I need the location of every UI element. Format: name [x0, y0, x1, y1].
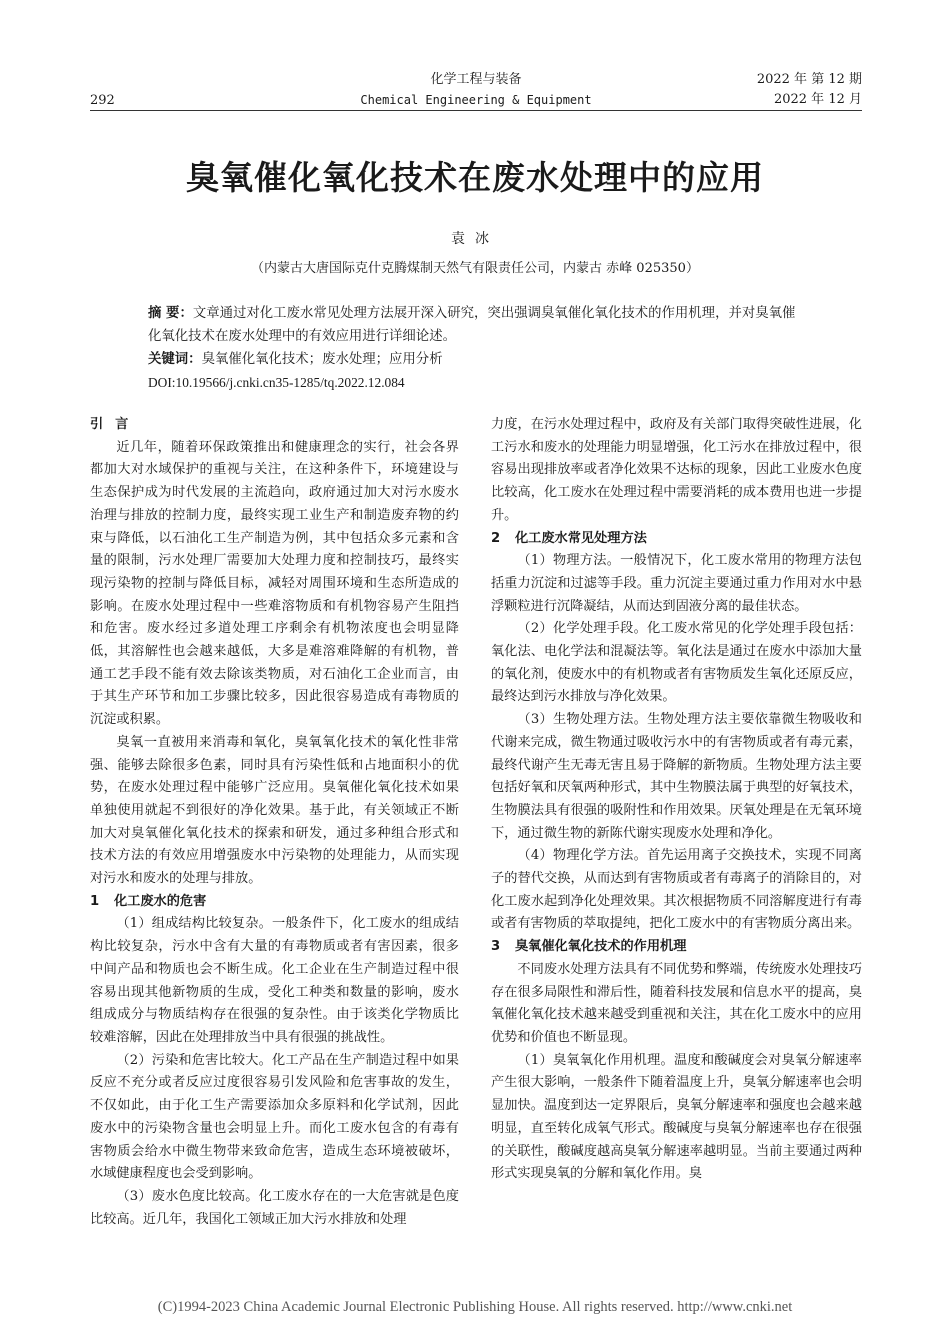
paragraph: 不同废水处理方法具有不同优势和弊端，传统废水处理技巧存在很多局限性和滞后性，随着科技发展和信息水平的提高，臭氧催化氧化技术越来越受到重视和关注，其在化工废水中的应用优势和价值也不断显现。 [491, 961, 862, 1045]
journal-name-en: Chemical Engineering & Equipment [360, 93, 592, 107]
section-number: 2 [491, 530, 501, 546]
right-column [491, 414, 862, 1186]
paper-author: 袁冰 [451, 231, 499, 247]
issue-info [757, 70, 862, 110]
keywords-text: 臭氧催化氧化技术；废水处理；应用分析 [201, 352, 443, 367]
section-number: 3 [491, 939, 501, 955]
paper-title: 臭氧催化氧化技术在废水处理中的应用 [186, 158, 764, 197]
abstract-text: 文章通过对化工废水常见处理方法展开深入研究，突出强调臭氧催化氧化技术的作用机理，并对臭氧催化氧化技术在废水处理中的有效应用进行详细论述。 [148, 306, 796, 344]
issue-number: 2022 年 第 12 期 [756, 72, 862, 87]
doi: DOI:10.19566/j.cnki.cn35-1285/tq.2022.12.084 [148, 375, 405, 390]
keywords [148, 348, 804, 371]
section-title: 化工废水的危害 [114, 893, 207, 909]
paragraph: （2）化学处理手段。化工废水常见的化学处理手段包括：氧化法、电化学法和混凝法等。氧化法是通过在废水中添加大量的氧化剂，使废水中的有机物或者有害物质发生氧化还原反应，最终达到污水排放与净化效果。 [491, 621, 862, 705]
section-heading-2 [491, 528, 862, 551]
left-column [90, 414, 459, 1231]
header-divider [90, 110, 862, 111]
running-header [90, 70, 862, 112]
section-number: 1 [90, 893, 100, 909]
paragraph: （1）组成结构比较复杂。一般条件下，化工废水的组成结构比较复杂，污水中含有大量的有毒物质或者有害因素，很多中间产品和物质也会不断生成。化工企业在生产制造过程中很容易出现其他新物质的生成，受化工种类和数量的影响，废水组成成分与物质结构存在很强的复杂性。由于该类化学物质比较难溶解，因此在处理排放当中具有很强的挑战性。 [90, 916, 459, 1045]
paragraph: （2）污染和危害比较大。化工产品在生产制造过程中如果反应不充分或者反应过度很容易引发风险和危害事故的发生，不仅如此，由于化工生产需要添加众多原料和化学试剂，因此废水中的污染物含量也会明显上升。而化工废水包含的有毒有害物质会给水中微生物带来致命危害，造成生态环境被破坏，水域健康程度也会受到影响。 [90, 1052, 459, 1182]
abstract-label: 摘 要： [148, 306, 193, 321]
page-number: 292 [90, 93, 115, 108]
section-heading-3 [491, 936, 862, 959]
paragraph: （4）物理化学方法。首先运用离子交换技术，实现不同离子的替代交换，从而达到有害物质或者有毒离子的消除目的，对化工废水起到净化处理效果。其次根据物质不同溶解度进行有毒或者有害物质的萃取提纯，把化工废水中的有害物质分离出来。 [491, 848, 862, 932]
section-title: 臭氧催化氧化技术的作用机理 [515, 939, 687, 955]
paragraph: （3）生物处理方法。生物处理方法主要依靠微生物吸收和代谢来完成，微生物通过吸收污水中的有害物质或者有毒元素，最终代谢产生无毒无害且易于降解的新物质。生物处理方法主要包括好氧和厌氧两种形式，其中生物膜法属于典型的好氧技术，生物膜法具有很强的吸附性和作用效果。厌氧处理是在无氧环境下，通过微生物的新陈代谢实现废水处理和净化。 [491, 712, 862, 841]
paragraph: （1）臭氧氧化作用机理。温度和酸碱度会对臭氧分解速率产生很大影响，一般条件下随着温度上升，臭氧分解速率也会明显加快。温度到达一定界限后，臭氧分解速率和强度也会越来越明显，直至转化成氧气形式。酸碱度与臭氧分解速率也存在很强的关联性，酸碱度越高臭氧分解速率越明显。当前主要通过两种形式实现臭氧的分解和氧化作用。臭 [491, 1052, 862, 1182]
issue-date: 2022 年 12 月 [773, 92, 862, 107]
paragraph: （1）物理方法。一般情况下，化工废水常用的物理方法包括重力沉淀和过滤等手段。重力沉淀主要通过重力作用对水中悬浮颗粒进行沉降凝结，从而达到固液分离的最佳状态。 [491, 553, 862, 614]
journal-name-cn: 化学工程与装备 [430, 72, 522, 87]
abstract-block [148, 302, 804, 394]
paragraph: （3）废水色度比较高。化工废水存在的一大危害就是色度比较高。近几年，我国化工领域正加大污水排放和处理 [90, 1188, 459, 1227]
author-affiliation: （内蒙古大唐国际克什克腾煤制天然气有限责任公司，内蒙古 赤峰 025350） [251, 261, 699, 276]
paragraph-continued: 力度，在污水处理过程中，政府及有关部门取得突破性进展，化工污水和废水的处理能力明显增强，化工污水在排放过程中，很容易出现排放率或者净化效果不达标的现象，因此工业废水色度比较高，化工废水在处理过程中需要消耗的成本费用也进一步提升。 [491, 417, 862, 523]
journal-name [90, 70, 862, 110]
paragraph: 近几年，随着环保政策推出和健康理念的实行，社会各界都加大对水域保护的重视与关注，在这种条件下，环境建设与生态保护成为时代发展的主流趋向，政府通过加大对污水废水治理与排放的控制力度，最终实现工业生产和制造废弃物的约束与降低，以石油化工生产制造为例，其中包括众多元素和含量的限制，污水处理厂需要加大处理力度和控制技巧，最终实现污染物的控制与降低目标，减轻对周围环境和生态所造成的影响。在废水处理过程中一些难溶物质和有机物容易产生阻挡和危害。废水经过多道处理工序剩余有机物浓度也会明显降低，其溶解性也会越来越低，大多是难溶难降解的有机物，普通工艺手段不能有效去除该类物质，对石油化工企业而言，由于其生产环节和加工步骤比较多，因此很容易造成有毒物质的沉淀或积累。 [90, 439, 459, 728]
copyright-footer: (C)1994-2023 China Academic Journal Electronic Publishing House. All rights reserved. http://www.cnki.net [157, 1299, 793, 1315]
section-title: 化工废水常见处理方法 [515, 530, 647, 546]
paragraph: 臭氧一直被用来消毒和氧化，臭氧氧化技术的氧化性非常强、能够去除很多色素，同时具有污染性低和占地面积小的优势，在废水处理过程中能够广泛应用。臭氧催化氧化技术如果单独使用就起不到很好的净化效果。基于此，有关领域正不断加大对臭氧催化氧化技术的探索和研发，通过多种组合形式和技术方法的有效应用增强废水中污染物的处理能力，从而实现对污水和废水的处理与排放。 [90, 734, 459, 887]
section-heading-intro: 引言 [90, 417, 141, 432]
keywords-label: 关键词： [148, 352, 202, 367]
abstract [148, 302, 804, 348]
section-heading-1 [90, 891, 459, 914]
